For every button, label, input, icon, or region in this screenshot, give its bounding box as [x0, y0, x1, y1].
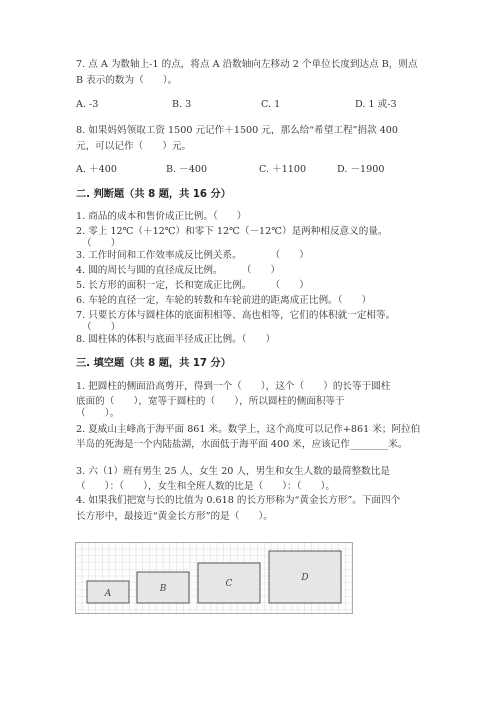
fill-item-3-line2: （ ）：（ ），女生和全班人数的比是（ ）：（ ）。 [76, 481, 336, 492]
q8-line2: 元，可以记作（ ）元。 [76, 141, 192, 152]
judgement-item-7-blank: （ ） [82, 322, 121, 333]
q8-line1: 8. 如果妈妈领取工资 1500 元记作＋1500 元，那么给“希望工程”捐款 400 [76, 125, 399, 136]
fill-item-4-line1: 4. 如果我们把宽与长的比值为 0.618 的长方形称为“黄金长方形”。下面四个 [76, 495, 401, 506]
golden-rectangle-figure [75, 542, 353, 614]
q8-option-c: C. ＋1100 [259, 164, 307, 175]
q7-option-c: C. 1 [261, 99, 281, 110]
judgement-item-8: 8. 圆柱体的体积与底面半径成正比例。（ ） [76, 334, 276, 345]
q8-option-a: A. ＋400 [76, 164, 117, 175]
judgement-item-7: 7. 只要长方体与圆柱体的底面积相等、高也相等，它们的体积就一定相等。 [76, 310, 396, 321]
judgement-item-2: 2. 零上 12℃（＋12℃）和零下 12℃（－12℃）是两种相反意义的量。 [76, 226, 388, 237]
q7-option-d: D. 1 或-3 [355, 99, 397, 110]
q7-option-b: B. 3 [172, 99, 192, 110]
judgement-item-6: 6. 车轮的直径一定，车轮的转数和车轮前进的距离成正比例。（ ） [76, 295, 372, 306]
fill-item-4-line2: 长方形中，最接近“黄金长方形”的是（ ）。 [76, 511, 273, 522]
q7-option-a: A. -3 [76, 99, 99, 110]
fill-item-1-line1: 1. 把圆柱的侧面沿高剪开，得到一个（ ），这个（ ）的长等于圆柱 [76, 381, 391, 392]
fill-item-2-line1: 2. 夏威山主峰高于海平面 861 米。数学上，这个高度可以记作+861 米；阿拉伯 [76, 424, 421, 435]
fill-item-1-line2: 底面的（ ），宽等于圆柱的（ ），所以圆柱的侧面积等于 [76, 396, 345, 407]
judgement-item-2-blank: （ ） [82, 238, 121, 249]
rectangle-c-label: C [225, 579, 233, 589]
q8-option-b: B. －400 [166, 164, 208, 175]
rectangle-d-label: D [301, 573, 309, 583]
judgement-item-1: 1. 商品的成本和售价成正比例。（ ） [76, 211, 247, 222]
section-title-judgement: 二. 判断题（共 8 题，共 16 分） [76, 189, 231, 200]
q7-line1: 7. 点 A 为数轴上-1 的点，将点 A 沿数轴向左移动 2 个单位长度到达点 B，则点 [76, 59, 418, 70]
judgement-item-3: 3. 工作时间和工作效率成反比例关系。 （ ） [76, 250, 309, 261]
fill-item-1-line3: （ ）。 [76, 408, 120, 419]
section-title-fill-in: 三. 填空题（共 8 题，共 17 分） [76, 358, 231, 369]
rectangle-a-label: A [104, 589, 112, 599]
fill-item-2-line2: 半岛的死海是一个内陆盐湖，水面低于海平面 400 米，应该记作________米。 [76, 439, 408, 450]
q8-option-d: D. －1900 [337, 164, 385, 175]
q7-line2: B 表示的数为（ ）。 [76, 75, 178, 86]
rectangle-b-label: B [159, 584, 167, 594]
judgement-item-5: 5. 长方形的面积一定，长和宽成正比例。 （ ） [76, 280, 309, 291]
judgement-item-4: 4. 圆的周长与圆的直径成反比例。 （ ） [76, 265, 281, 276]
fill-item-3-line1: 3. 六（1）班有男生 25 人，女生 20 人，男生和女生人数的最简整数比是 [76, 466, 390, 477]
